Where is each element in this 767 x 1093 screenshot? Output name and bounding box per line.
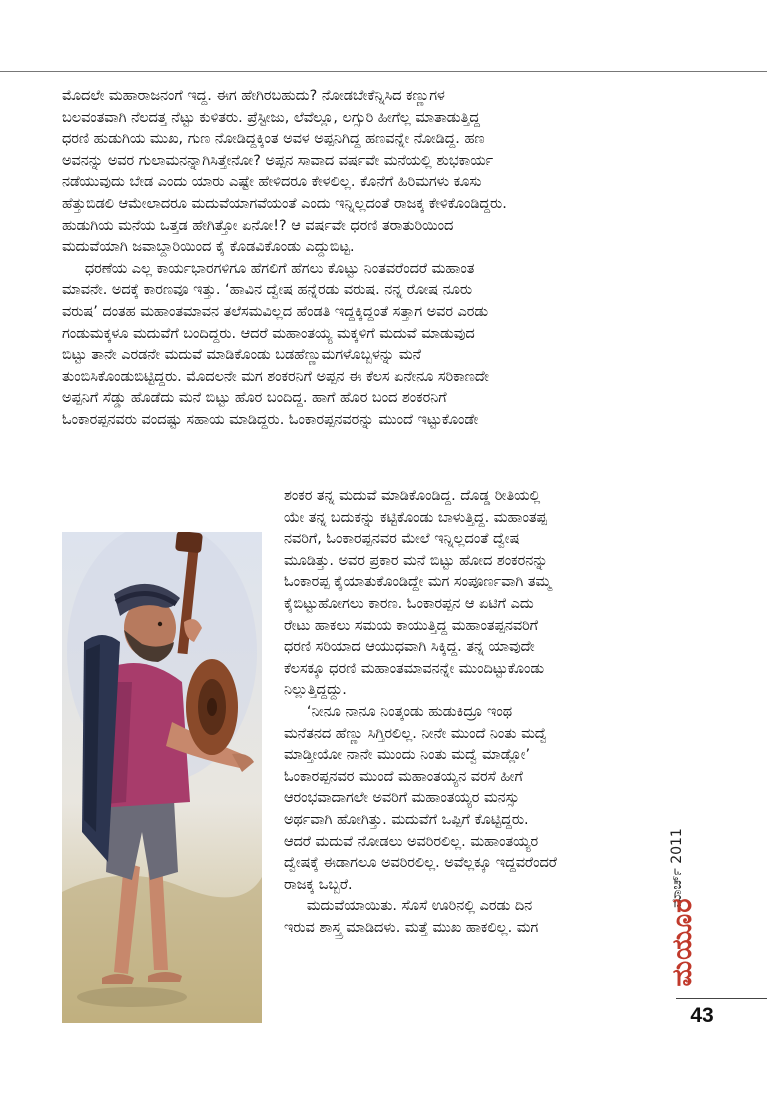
top-divider <box>0 71 767 72</box>
footer-divider <box>676 998 767 999</box>
article-text-full-width: ಮೊದಲೇ ಮಹಾರಾಜನಂಗೆ ಇದ್ದ. ಈಗ ಹೇಗಿರಬಹುದು? ನೋಡಬೇಕೆನ್ನಿಸಿದ ಕಣ್ಣುಗಳ ಬಲವಂತವಾಗಿ ನೆಲದತ್ತ ನೆಟ್ಟು ಕುಳಿತರು. ಪ್ರೆಸ್ಟೀಜು, ಲೆವೆಲ್ಲೂ, ಲಗ್ಸುರಿ ಹೀಗೆಲ್ಲ ಮಾತಾಡುತ್ತಿದ್ದ ಧರಣಿ ಹುಡುಗಿಯ ಮುಖ, ಗುಣ ನೋಡಿದ್ದಕ್ಕಿಂತ ಅವಳ ಅಪ್ಪನಿಗಿದ್ದ ಹಣವನ್ನೇ ನೋಡಿದ್ದ. ಹಣ ಅವನನ್ನು ಅವರ ಗುಲಾಮನನ್ನಾಗಿಸಿತ್ತೇನೋ? ಅಪ್ಪನ ಸಾವಾದ ವರ್ಷವೇ ಮನೆಯಲ್ಲಿ ಶುಭಕಾರ್ಯ ನಡೆಯುವುದು ಬೇಡ ಎಂದು ಯಾರು ಎಷ್ಟೇ ಹೇಳಿದರೂ ಕೇಳಲಿಲ್ಲ. ಕೊನೆಗೆ ಹಿರಿಮಗಳು ಕೂಸು ಹೆತ್ತುಬಿಡಲಿ ಆಮೇಲಾದರೂ ಮದುವೆಯಾಗವೆಯಂತೆ ಎಂದು ಇನ್ನಿಲ್ಲದಂತೆ ರಾಜಕ್ಕ ಕೇಳಿಕೊಂಡಿದ್ದರು. ಹುಡುಗಿಯ ಮನೆಯ ಒತ್ತಡ ಹೇಗಿತ್ತೋ ಏನೋ!? ಆ ವರ್ಷವೇ ಧರಣಿ ತರಾತುರಿಯಿಂದ ಮದುವೆಯಾಗಿ ಜವಾಬ್ದಾರಿಯಿಂದ ಕೈ ಕೊಡವಿಕೊಂಡು ಎದ್ದುಬಿಟ್ಟ. ಧರಣೆಯ ಎಲ್ಲ ಕಾರ್ಯಭಾರಗಳಿಗೂ ಹೆಗಲಿಗೆ ಹೆಗಲು ಕೊಟ್ಟು ನಿಂತವರೆಂದರೆ ಮಹಾಂತ ಮಾವನೇ. ಅದಕ್ಕೆ ಕಾರಣವೂ ಇತ್ತು. ‘ಹಾವಿನ ದ್ವೇಷ ಹನ್ನೆರಡು ವರುಷ. ನನ್ನ ರೋಷ ನೂರು ವರುಷ’ ದಂತಹ ಮಹಾಂತಮಾವನ ತಲೆಸಮವಿಲ್ಲದ ಹೆಂಡತಿ ಇದ್ದಕ್ಕಿದ್ದಂತೆ ಸತ್ತಾಗ ಅವರ ಎರಡು ಗಂಡುಮಕ್ಕಳೂ ಮದುವೆಗೆ ಬಂದಿದ್ದರು. ಆದರೆ ಮಹಾಂತಯ್ಯ ಮಕ್ಕಳಿಗೆ ಮದುವೆ ಮಾಡುವುದ ಬಿಟ್ಟು ತಾನೇ ಎರಡನೇ ಮದುವೆ ಮಾಡಿಕೊಂಡು ಬಡಹೆಣ್ಣುಮಗಳೊಬ್ಬಳನ್ನು ಮನೆ ತುಂಬಿಸಿಕೊಂಡುಬಿಟ್ಟಿದ್ದರು. ಮೊದಲನೇ ಮಗ ಶಂಕರನಿಗೆ ಅಪ್ಪನ ಈ ಕೆಲಸ ಏನೇನೂ ಸರಿಕಾಣದೇ ಅಪ್ಪನಿಗೆ ಸೆಡ್ಡು ಹೊಡೆದು ಮನೆ ಬಿಟ್ಟು ಹೊರ ಬಂದಿದ್ದ. ಹಾಗೆ ಹೊರ ಬಂದ ಶಂಕರನಿಗೆ ಓಂಕಾರಪ್ಪನವರು ವಂದಷ್ಟು ಸಹಾಯ ಮಾಡಿದ್ದರು. ಓಂಕಾರಪ್ಪನವರನ್ನು ಮುಂದೆ ಇಟ್ಟುಕೊಂಡೇ <box>62 88 507 428</box>
page-number: 43 <box>690 1004 714 1027</box>
issue-date: ಮಾರ್ಚ್ 2011 <box>669 828 685 908</box>
article-text-right-column: ಶಂಕರ ತನ್ನ ಮದುವೆ ಮಾಡಿಕೊಂಡಿದ್ದ. ದೊಡ್ಡ ರೀತಿಯಲ್ಲಿ ಯೇ ತನ್ನ ಬದುಕನ್ನು ಕಟ್ಟಿಕೊಂಡು ಬಾಳುತ್ತಿದ್ದ. ಮಹಾಂತಪ್ಪ ನವರಿಗೆ, ಓಂಕಾರಪ್ಪನವರ ಮೇಲೆ ಇನ್ನಿಲ್ಲದಂತೆ ದ್ವೇಷ ಮೂಡಿತ್ತು. ಅವರ ಪ್ರಕಾರ ಮನೆ ಬಿಟ್ಟು ಹೋದ ಶಂಕರನನ್ನು ಓಂಕಾರಪ್ಪ ಕೈಯಾತುಕೊಂಡಿದ್ದೇ ಮಗ ಸಂಪೂರ್ಣವಾಗಿ ತಮ್ಮ ಕೈಬಿಟ್ಟುಹೋಗಲು ಕಾರಣ. ಓಂಕಾರಪ್ಪನ ಆ ಏಟಿಗೆ ಎದು ರೇಟು ಹಾಕಲು ಸಮಯ ಕಾಯುತ್ತಿದ್ದ ಮಹಾಂತಪ್ಪನವರಿಗೆ ಧರಣಿ ಸರಿಯಾದ ಆಯುಧವಾಗಿ ಸಿಕ್ಕಿದ್ದ. ತನ್ನ ಯಾವುದೇ ಕೆಲಸಕ್ಕೂ ಧರಣಿ ಮಹಾಂತಮಾವನನ್ನೇ ಮುಂದಿಟ್ಟುಕೊಂಡು ನಿಲ್ಲುತ್ತಿದ್ದದ್ದು. ‘ನೀನೂ ನಾನೂ ನಿಂತ್ಕಂಡು ಹುಡುಕಿದ್ರೂ ಇಂಥ ಮನೆತನದ ಹೆಣ್ಣು ಸಿಗ್ತಿರಲಿಲ್ಲ. ನೀನೇ ಮುಂದೆ ನಿಂತು ಮದ್ವೆ ಮಾಡ್ತೀಯೋ ನಾನೇ ಮುಂದು ನಿಂತು ಮದ್ವೆ ಮಾಡ್ಲೋ’ ಓಂಕಾರಪ್ಪನವರ ಮುಂದೆ ಮಹಾಂತಯ್ಯನ ವರಸೆ ಹೀಗೆ ಆರಂಭವಾದಾಗಲೇ ಅವರಿಗೆ ಮಹಾಂತಯ್ಯರ ಮನಸ್ಸು ಅರ್ಥವಾಗಿ ಹೋಗಿತ್ತು. ಮದುವೆಗೆ ಒಪ್ಪಿಗೆ ಕೊಟ್ಟಿದ್ದರು. ಆದರೆ ಮದುವೆ ನೋಡಲು ಅವರಿರಲಿಲ್ಲ. ಮಹಾಂತಯ್ಯರ ದ್ವೇಷಕ್ಕೆ ಈಡಾಗಲೂ ಅವರಿರಲಿಲ್ಲ. ಅವೆಲ್ಲಕ್ಕೂ ಇದ್ದವರೆಂದರೆ ರಾಜಕ್ಕ ಒಬ್ಬರೆ. ಮದುವೆಯಾಯಿತು. ಸೊಸೆ ಊರಿನಲ್ಲಿ ಎರಡು ದಿನ ಇರುವ ಶಾಸ್ತ್ರ ಮಾಡಿದಳು. ಮತ್ತೆ ಮುಖ ಹಾಕಲಿಲ್ಲ. ಮಗ <box>284 488 557 936</box>
magazine-logo: ಮಯೂರ <box>667 897 698 987</box>
minstrel-illustration-icon <box>62 532 262 1023</box>
